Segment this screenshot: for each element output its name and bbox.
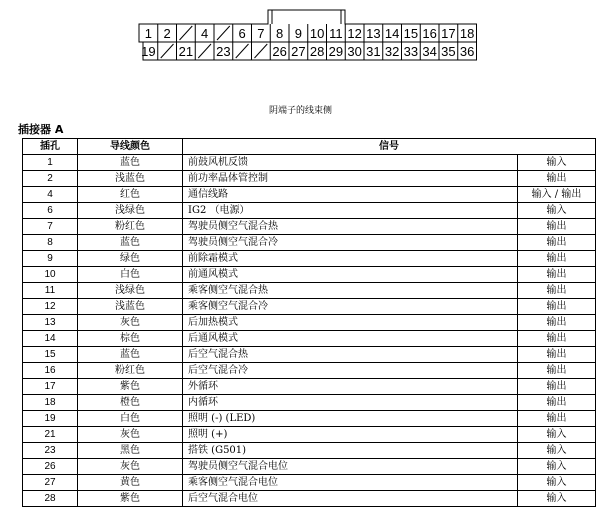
cell-signal: 前通风模式 — [183, 267, 518, 283]
cell-pin: 6 — [23, 203, 78, 219]
pin-number-label: 31 — [366, 44, 381, 59]
cell-pin: 4 — [23, 187, 78, 203]
cell-pin: 27 — [23, 475, 78, 491]
cell-dir: 输入 / 输出 — [518, 187, 596, 203]
cell-dir: 输出 — [518, 283, 596, 299]
unused-cavity-mark — [255, 44, 268, 58]
cell-signal: 外循环 — [183, 379, 518, 395]
cell-signal: 搭铁 (G501) — [183, 443, 518, 459]
pin-number-label: 28 — [309, 44, 325, 59]
table-row — [23, 299, 596, 315]
pin-number-label: 9 — [294, 26, 302, 41]
cell-signal: 驾驶员侧空气混合热 — [183, 219, 518, 235]
cell-color: 紫色 — [78, 491, 183, 507]
cell-pin: 28 — [23, 491, 78, 507]
cell-color: 粉红色 — [78, 363, 183, 379]
cell-pin: 7 — [23, 219, 78, 235]
pin-number-label: 17 — [441, 26, 456, 41]
cell-signal: 乘客侧空气混合热 — [183, 283, 518, 299]
unused-cavity-mark — [217, 26, 230, 40]
table-row — [23, 235, 596, 251]
cell-pin: 13 — [23, 315, 78, 331]
cell-dir: 输入 — [518, 443, 596, 459]
header-pin: 插孔 — [23, 139, 78, 155]
cell-pin: 9 — [23, 251, 78, 267]
pin-number-label: 10 — [309, 26, 325, 41]
cell-pin: 17 — [23, 379, 78, 395]
cell-signal: 照明 (-) (LED) — [183, 411, 518, 427]
cell-color: 浅绿色 — [78, 283, 183, 299]
cell-signal: 照明 (+) — [183, 427, 518, 443]
cell-color: 粉红色 — [78, 219, 183, 235]
cell-pin: 26 — [23, 459, 78, 475]
pin-number-label: 32 — [384, 44, 400, 59]
cell-pin: 15 — [23, 347, 78, 363]
cell-signal: 前鼓风机反馈 — [183, 155, 518, 171]
cell-dir: 输入 — [518, 203, 596, 219]
pin-number-label: 8 — [276, 26, 284, 41]
connector-diagram — [0, 0, 601, 95]
table-row — [23, 219, 596, 235]
pin-number-label: 35 — [441, 44, 456, 59]
pin-number-label: 19 — [141, 44, 156, 59]
table-body — [23, 155, 596, 507]
cell-dir: 输出 — [518, 171, 596, 187]
table-row — [23, 347, 596, 363]
cell-color: 红色 — [78, 187, 183, 203]
cell-pin: 2 — [23, 171, 78, 187]
pin-number-label: 1 — [144, 26, 152, 41]
cell-pin: 11 — [23, 283, 78, 299]
cell-signal: 后空气混合电位 — [183, 491, 518, 507]
pin-number-label: 23 — [216, 44, 231, 59]
cell-color: 浅蓝色 — [78, 171, 183, 187]
table-row — [23, 363, 596, 379]
pin-number-label: 16 — [422, 26, 437, 41]
cell-signal: 内循环 — [183, 395, 518, 411]
pin-number-label: 33 — [403, 44, 419, 59]
cell-color: 紫色 — [78, 379, 183, 395]
cell-color: 浅蓝色 — [78, 299, 183, 315]
cell-dir: 输出 — [518, 315, 596, 331]
cell-signal: 驾驶员侧空气混合电位 — [183, 459, 518, 475]
table-row — [23, 171, 596, 187]
cell-color: 白色 — [78, 267, 183, 283]
header-wire-color: 导线颜色 — [78, 139, 183, 155]
pin-number-label: 4 — [201, 26, 209, 41]
cell-dir: 输出 — [518, 267, 596, 283]
cell-color: 浅绿色 — [78, 203, 183, 219]
table-row — [23, 475, 596, 491]
cell-signal: IG2 （电源） — [183, 203, 518, 219]
table-row — [23, 379, 596, 395]
pin-number-label: 27 — [291, 44, 306, 59]
cell-pin: 12 — [23, 299, 78, 315]
cell-color: 橙色 — [78, 395, 183, 411]
pin-number-label: 7 — [257, 26, 265, 41]
table-row — [23, 411, 596, 427]
cell-color: 棕色 — [78, 331, 183, 347]
table-row — [23, 459, 596, 475]
unused-cavity-mark — [161, 44, 174, 58]
cell-signal: 乘客侧空气混合冷 — [183, 299, 518, 315]
pin-number-label: 21 — [178, 44, 194, 59]
cell-pin: 21 — [23, 427, 78, 443]
unused-cavity-mark — [236, 44, 249, 58]
cell-dir: 输出 — [518, 363, 596, 379]
pin-number-label: 30 — [347, 44, 362, 59]
pin-number-label: 14 — [384, 26, 400, 41]
cell-dir: 输入 — [518, 427, 596, 443]
cell-signal: 前除霜模式 — [183, 251, 518, 267]
cell-signal: 后空气混合冷 — [183, 363, 518, 379]
pin-number-label: 18 — [459, 26, 475, 41]
connector-label: 插接器 A — [18, 123, 64, 136]
cell-dir: 输出 — [518, 251, 596, 267]
table-row — [23, 491, 596, 507]
table-row — [23, 203, 596, 219]
cell-dir: 输出 — [518, 395, 596, 411]
cell-dir: 输入 — [518, 475, 596, 491]
table-row — [23, 251, 596, 267]
cell-dir: 输出 — [518, 299, 596, 315]
table-row — [23, 331, 596, 347]
table-row — [23, 443, 596, 459]
pin-number-label: 26 — [272, 44, 287, 59]
cell-signal: 驾驶员侧空气混合冷 — [183, 235, 518, 251]
cell-color: 灰色 — [78, 459, 183, 475]
pin-number-label: 36 — [459, 44, 475, 59]
cell-color: 灰色 — [78, 315, 183, 331]
table-row — [23, 187, 596, 203]
cell-dir: 输出 — [518, 411, 596, 427]
table-row — [23, 427, 596, 443]
pin-number-label: 11 — [329, 26, 343, 41]
cell-pin: 23 — [23, 443, 78, 459]
table-row — [23, 315, 596, 331]
cell-color: 绿色 — [78, 251, 183, 267]
pin-number-label: 2 — [163, 26, 171, 41]
header-signal: 信号 — [183, 139, 596, 155]
cell-signal: 乘客侧空气混合电位 — [183, 475, 518, 491]
cell-signal: 后通风模式 — [183, 331, 518, 347]
cell-color: 黑色 — [78, 443, 183, 459]
cell-dir: 输出 — [518, 347, 596, 363]
table-row — [23, 283, 596, 299]
cell-color: 白色 — [78, 411, 183, 427]
cell-dir: 输出 — [518, 219, 596, 235]
cell-signal: 后加热模式 — [183, 315, 518, 331]
cell-pin: 19 — [23, 411, 78, 427]
table-header-row — [23, 139, 596, 155]
pin-number-label: 6 — [238, 26, 246, 41]
table-row — [23, 395, 596, 411]
pin-number-label: 29 — [328, 44, 344, 59]
cell-pin: 1 — [23, 155, 78, 171]
cell-pin: 10 — [23, 267, 78, 283]
cell-signal: 前功率晶体管控制 — [183, 171, 518, 187]
pin-number-label: 13 — [366, 26, 381, 41]
pin-number-label: 15 — [403, 26, 419, 41]
cell-signal: 通信线路 — [183, 187, 518, 203]
pinout-table — [22, 138, 596, 507]
cell-color: 蓝色 — [78, 235, 183, 251]
cell-color: 蓝色 — [78, 347, 183, 363]
cell-dir: 输入 — [518, 155, 596, 171]
table-row — [23, 267, 596, 283]
cell-dir: 输出 — [518, 331, 596, 347]
cell-pin: 16 — [23, 363, 78, 379]
unused-cavity-mark — [180, 26, 193, 40]
pin-number-label: 34 — [422, 44, 437, 59]
cell-pin: 14 — [23, 331, 78, 347]
pin-number-label: 12 — [347, 26, 362, 41]
diagram-caption: 阴端子的线束侧 — [268, 106, 332, 116]
cell-color: 黄色 — [78, 475, 183, 491]
cell-dir: 输出 — [518, 379, 596, 395]
cell-pin: 18 — [23, 395, 78, 411]
cell-dir: 输入 — [518, 491, 596, 507]
cell-pin: 8 — [23, 235, 78, 251]
cell-color: 灰色 — [78, 427, 183, 443]
table-row — [23, 155, 596, 171]
cell-dir: 输出 — [518, 235, 596, 251]
cell-signal: 后空气混合热 — [183, 347, 518, 363]
cell-color: 蓝色 — [78, 155, 183, 171]
unused-cavity-mark — [198, 44, 211, 58]
cell-dir: 输入 — [518, 459, 596, 475]
